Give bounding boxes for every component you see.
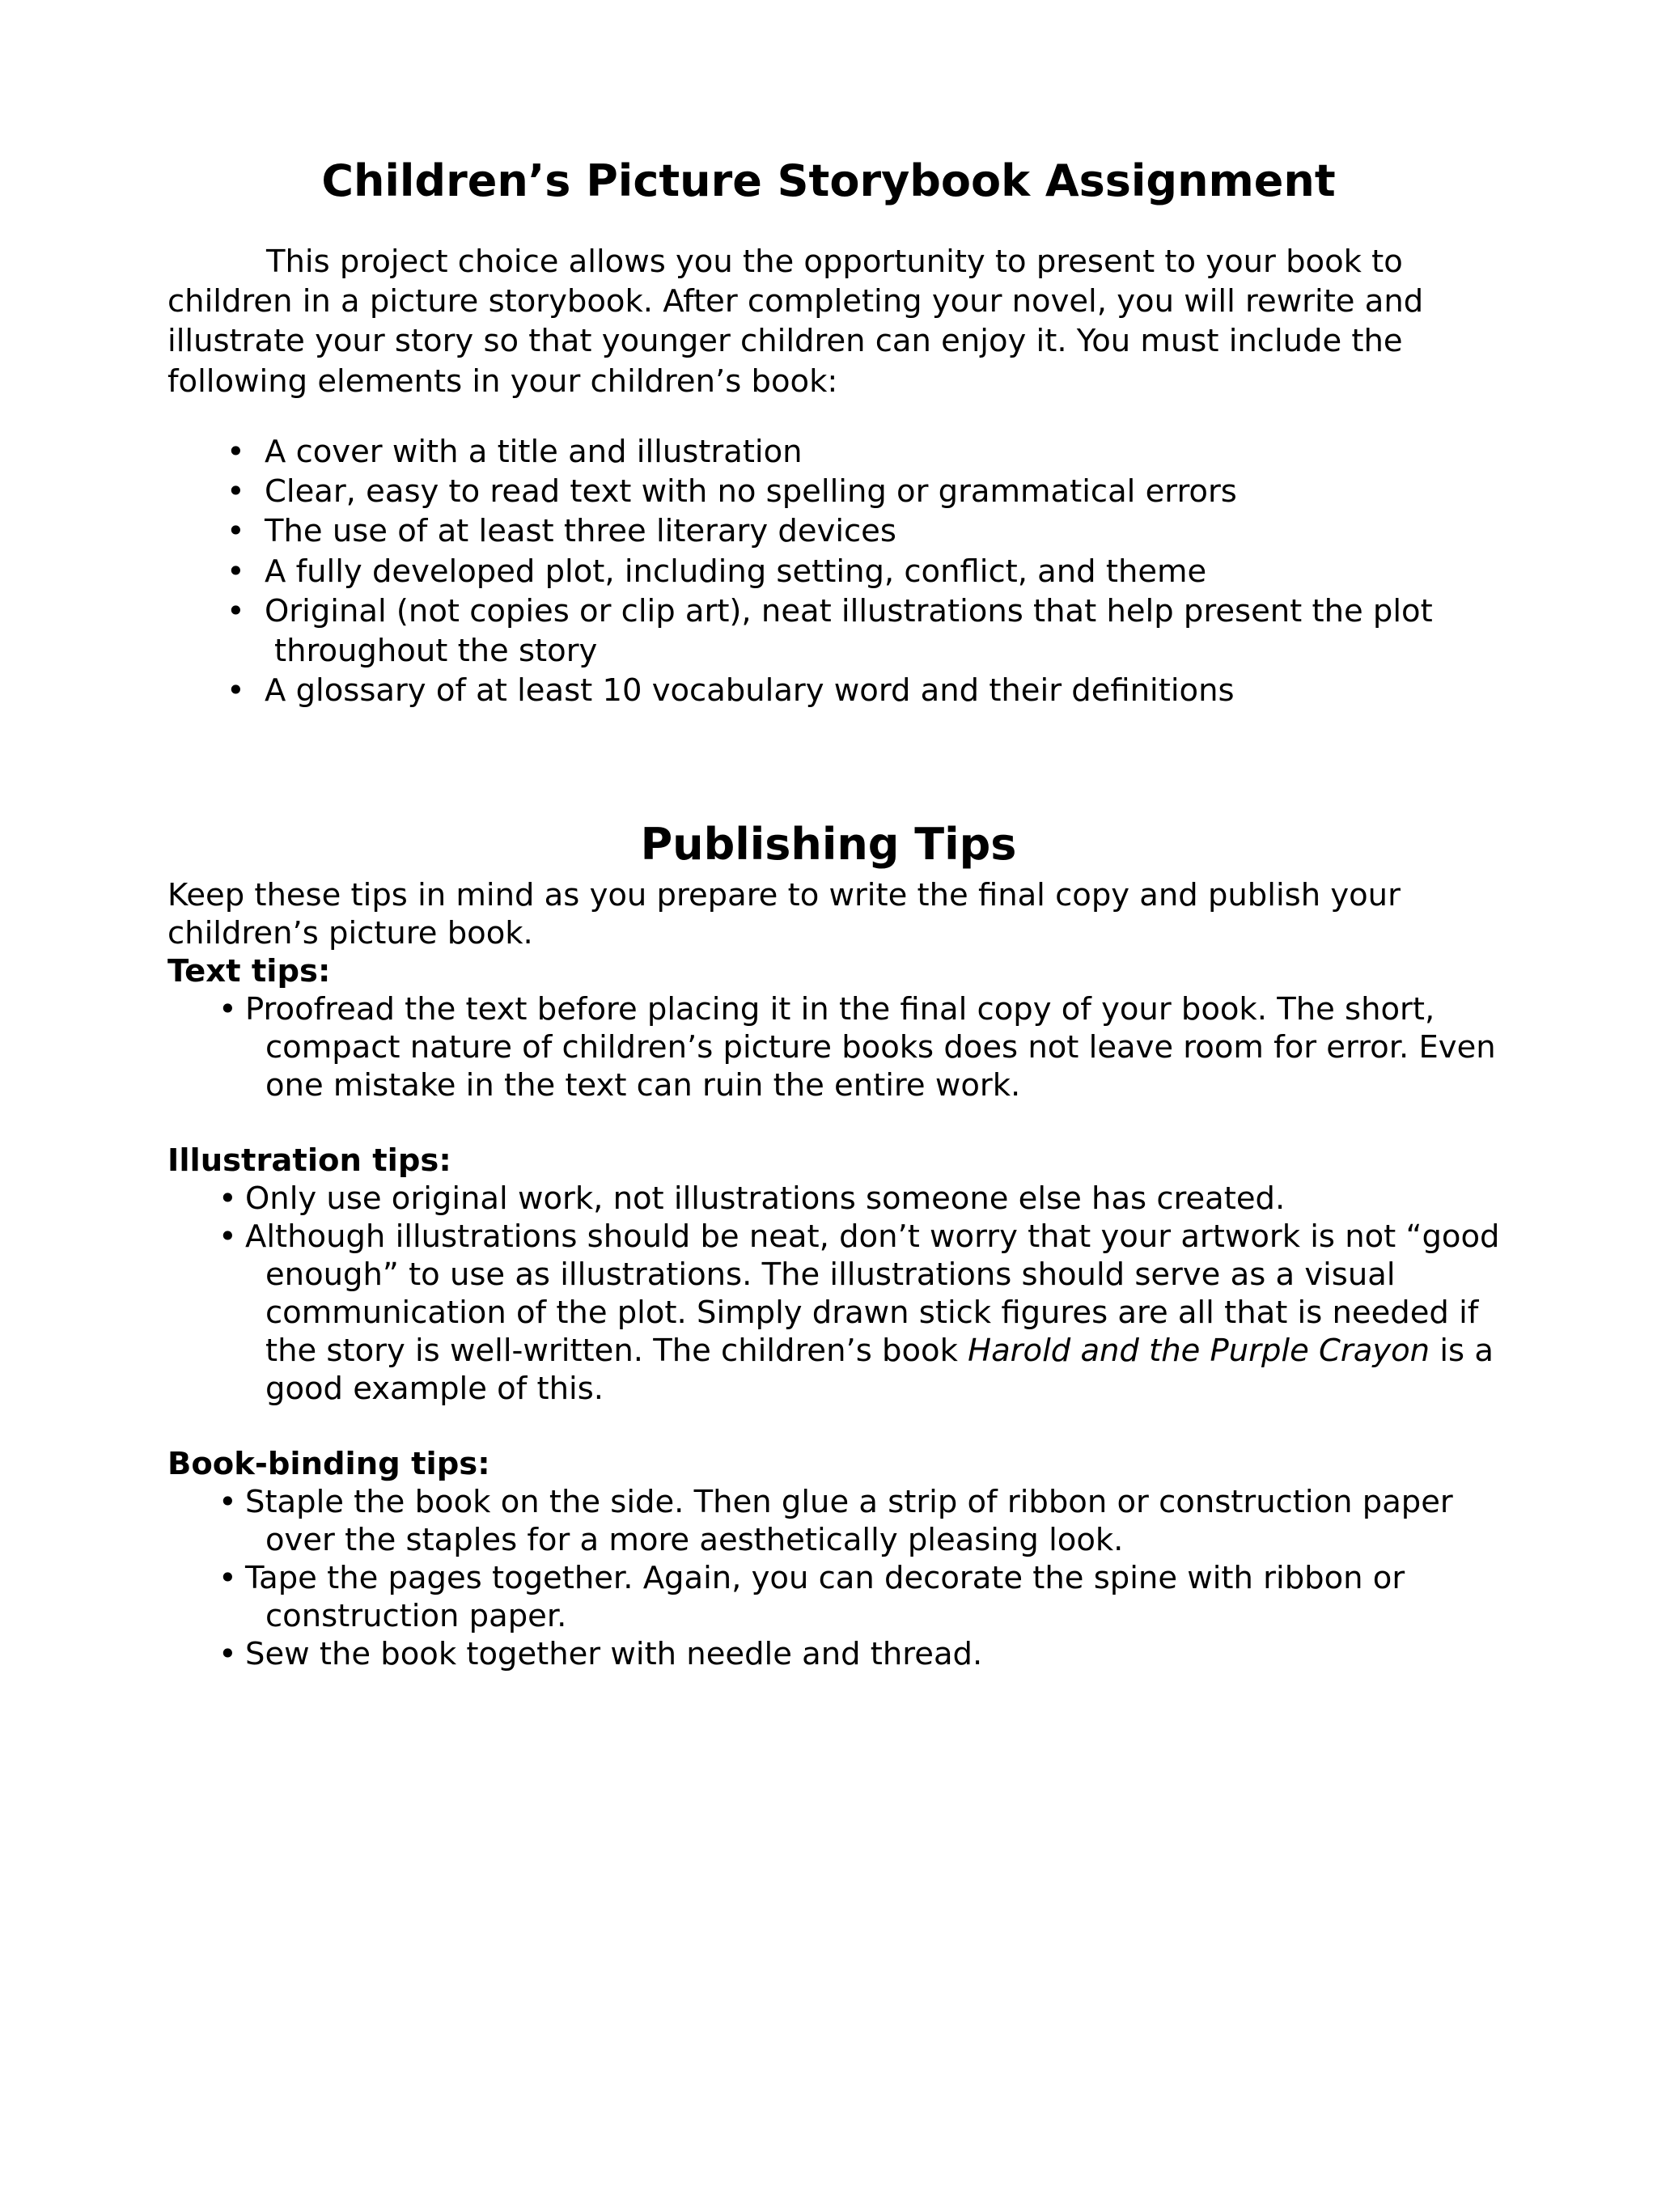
- text-tips-list: [0, 990, 1532, 1104]
- tips-intro-paragraph: [167, 876, 1559, 952]
- page-title: Children’s Picture Storybook Assignment: [321, 155, 1336, 206]
- list-item-text-continued: [245, 1332, 1532, 1370]
- list-item: [0, 1635, 1532, 1673]
- list-item: [0, 1218, 1532, 1408]
- list-item-text: Only use original work, not illustrations someone else has created.: [245, 1180, 1286, 1217]
- illustration-tips-list: [0, 1180, 1532, 1408]
- list-item: [0, 671, 1511, 710]
- bullet-icon: •: [218, 1180, 237, 1217]
- publishing-tips-title: Publishing Tips: [640, 819, 1017, 870]
- bullet-icon: •: [227, 513, 245, 550]
- list-item: [0, 472, 1511, 511]
- tips-intro-line: children’s picture book.: [167, 915, 533, 951]
- book-title-italic: Harold and the Purple Crayon: [968, 1333, 1430, 1369]
- list-item-text: Proofread the text before placing it in the final copy of your book. The short,: [245, 991, 1435, 1028]
- list-item-text: The use of at least three literary devices: [265, 513, 896, 550]
- list-item-text: Although illustrations should be neat, don’t worry that your artwork is not “good: [245, 1218, 1500, 1255]
- list-item-text-continued: over the staples for a more aesthetically pleasing look.: [265, 1522, 1124, 1558]
- list-item-text: A cover with a title and illustration: [265, 434, 803, 470]
- text-segment: the story is well-written. The children’s book: [265, 1333, 968, 1369]
- binding-tips-heading: Book-binding tips:: [167, 1446, 490, 1482]
- bullet-icon: •: [218, 991, 237, 1028]
- bullet-icon: •: [218, 1636, 237, 1672]
- bullet-icon: •: [218, 1560, 237, 1596]
- list-item-text: Staple the book on the side. Then glue a strip of ribbon or construction paper: [245, 1484, 1453, 1520]
- bullet-icon: •: [218, 1218, 237, 1255]
- list-item-text-continued: compact nature of children’s picture books does not leave room for error. Even: [265, 1029, 1496, 1066]
- bullet-icon: •: [227, 473, 245, 511]
- binding-tips-list: [0, 1483, 1532, 1673]
- illustration-tips-heading: Illustration tips:: [167, 1142, 451, 1179]
- list-item: [0, 432, 1511, 472]
- list-item-text: A glossary of at least 10 vocabulary word and their definitions: [265, 672, 1235, 710]
- bullet-icon: •: [218, 1484, 237, 1520]
- list-item: [0, 1180, 1532, 1218]
- bullet-icon: •: [227, 553, 245, 590]
- list-item-text-continued: good example of this.: [265, 1371, 604, 1407]
- list-item-text: Clear, easy to read text with no spelling or grammatical errors: [265, 473, 1237, 511]
- list-item-text-continued: one mistake in the text can ruin the entire work.: [265, 1067, 1021, 1104]
- bullet-icon: •: [227, 434, 245, 470]
- list-item-text-continued: communication of the plot. Simply drawn stick figures are all that is needed if: [265, 1295, 1479, 1331]
- list-item-text-continued: construction paper.: [265, 1598, 567, 1634]
- list-item-text: Tape the pages together. Again, you can decorate the spine with ribbon or: [245, 1560, 1405, 1596]
- bullet-icon: •: [227, 672, 245, 710]
- text-segment: is a: [1430, 1333, 1494, 1369]
- list-item-text: Sew the book together with needle and thread.: [245, 1636, 983, 1672]
- list-item: [0, 990, 1532, 1104]
- intro-paragraph: This project choice allows you the opportunity to present to your book to children in a picture storybook. After completing your novel, you will rewrite and illustrate your story so that younger children can enjoy it. You must include the following elements in your children’s book:: [167, 244, 1424, 400]
- list-item-text-continued: throughout the story: [274, 633, 598, 670]
- list-item: [0, 511, 1511, 551]
- list-item: [0, 1559, 1532, 1635]
- tips-intro-line: Keep these tips in mind as you prepare to write the final copy and publish your: [167, 877, 1401, 913]
- list-item: [0, 1483, 1532, 1559]
- list-item-text-continued: enough” to use as illustrations. The illustrations should serve as a visual: [265, 1256, 1396, 1293]
- list-item-text: Original (not copies or clip art), neat illustrations that help present the plot: [265, 592, 1433, 629]
- list-item: [0, 591, 1511, 671]
- bullet-icon: •: [227, 592, 245, 629]
- list-item: [0, 552, 1511, 591]
- list-item-text: A fully developed plot, including setting, conflict, and theme: [265, 553, 1207, 590]
- text-tips-heading: Text tips:: [167, 953, 331, 989]
- requirements-list: [0, 432, 1511, 710]
